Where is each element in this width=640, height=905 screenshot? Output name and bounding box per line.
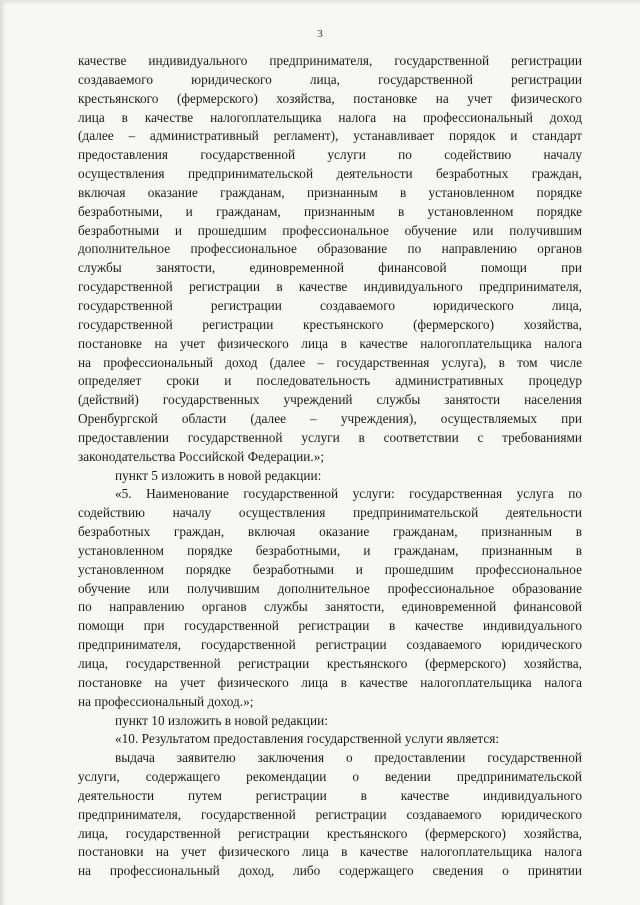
text-line: (действий) государственных учреждений службы занятости населения [78, 392, 582, 408]
text-line: создаваемого юридического лица, государственной регистрации [78, 71, 582, 87]
text-line: безработными, и гражданам, признанным в установленном порядке [78, 203, 582, 219]
text-line: лица, государственной регистрации крестьянского (фермерского) хозяйства, [78, 656, 582, 671]
scan-top-shadow [0, 0, 640, 5]
text-line: по направлению органов службы занятости, единовременной финансовой [78, 599, 582, 615]
text-line: законодательства Российской Федерации.»; [78, 448, 325, 464]
text-line: на профессиональный доход (далее – государственная услуга), в том числе [78, 354, 582, 370]
text-line: содействию началу осуществления предпринимательской деятельности [78, 505, 582, 521]
text-line: предпринимателя, государственной регистрации создаваемого юридического [78, 637, 582, 653]
text-line: предоставлении государственной услуги в соответствии с требованиями [78, 429, 582, 445]
text-line: качестве индивидуального предпринимателя, государственной регистрации [78, 53, 582, 68]
scan-edge-shadow [0, 0, 6, 905]
text-line: деятельности путем регистрации в качестве индивидуального [78, 787, 582, 803]
text-line: постановки на учет физического лица в качестве налогоплательщика налога [78, 844, 582, 860]
text-line: (далее – административный регламент), устанавливает порядок и стандарт [78, 128, 582, 144]
text-line: государственной регистрации крестьянского (фермерского) хозяйства, [78, 316, 582, 332]
text-line: Оренбургской области (далее – учреждения), осуществляемых при [78, 411, 582, 427]
page-number: 3 [317, 28, 323, 40]
text-line: безработных граждан, включая оказание гражданам, признанным в [78, 524, 582, 540]
text-line: выдача заявителю заключения о предоставлении государственной [115, 750, 582, 766]
document-body [78, 52, 582, 881]
text-line: пункт 10 изложить в новой редакции: [115, 712, 328, 728]
text-line: «10. Результатом предоставления государственной услуги является: [115, 731, 500, 747]
text-line: помощи при государственной регистрации в качестве индивидуального [78, 618, 582, 634]
text-line: службы занятости, единовременной финансовой помощи при [78, 260, 582, 276]
text-line: лица, государственной регистрации крестьянского (фермерского) хозяйства, [78, 825, 582, 841]
text-line: безработными и прошедшим профессиональное обучение или получившим [78, 222, 582, 238]
text-line: установленном порядке безработными и прошедшим профессиональное [78, 561, 582, 577]
text-line: обучение или получившим дополнительное профессиональное образование [78, 580, 582, 596]
text-line: «5. Наименование государственной услуги: государственная услуга по [115, 486, 582, 502]
text-line: осуществления предпринимательской деятельности безработных граждан, [78, 166, 582, 182]
text-line: лица в качестве налогоплательщика налога на профессиональный доход [78, 109, 582, 125]
text-line: предоставления государственной услуги по содействию началу [78, 147, 582, 163]
text-line: государственной регистрации создаваемого юридического лица, [78, 297, 582, 313]
text-line: установленном порядке безработными, и гражданам, признанным в [78, 542, 582, 558]
text-line: государственной регистрации в качестве индивидуального предпринимателя, [78, 279, 582, 295]
text-line: на профессиональный доход.»; [78, 693, 254, 709]
text-line: включая оказание гражданам, признанным в установленном порядке [78, 184, 582, 200]
text-line: пункт 5 изложить в новой редакции: [115, 467, 322, 483]
text-line: постановке на учет физического лица в качестве налогоплательщика налога [78, 674, 582, 690]
text-line: дополнительное профессиональное образование по направлению органов [78, 241, 582, 257]
text-line: крестьянского (фермерского) хозяйства, постановке на учет физического [78, 90, 582, 106]
text-line: предпринимателя, государственной регистрации создаваемого юридического [78, 806, 582, 822]
text-line: постановке на учет физического лица в качестве налогоплательщика налога [78, 335, 582, 351]
text-line: на профессиональный доход, либо содержащего сведения о принятии [78, 863, 582, 879]
text-line: определяет сроки и последовательность административных процедур [78, 373, 582, 389]
text-line: услуги, содержащего рекомендации о ведении предпринимательской [78, 769, 582, 785]
